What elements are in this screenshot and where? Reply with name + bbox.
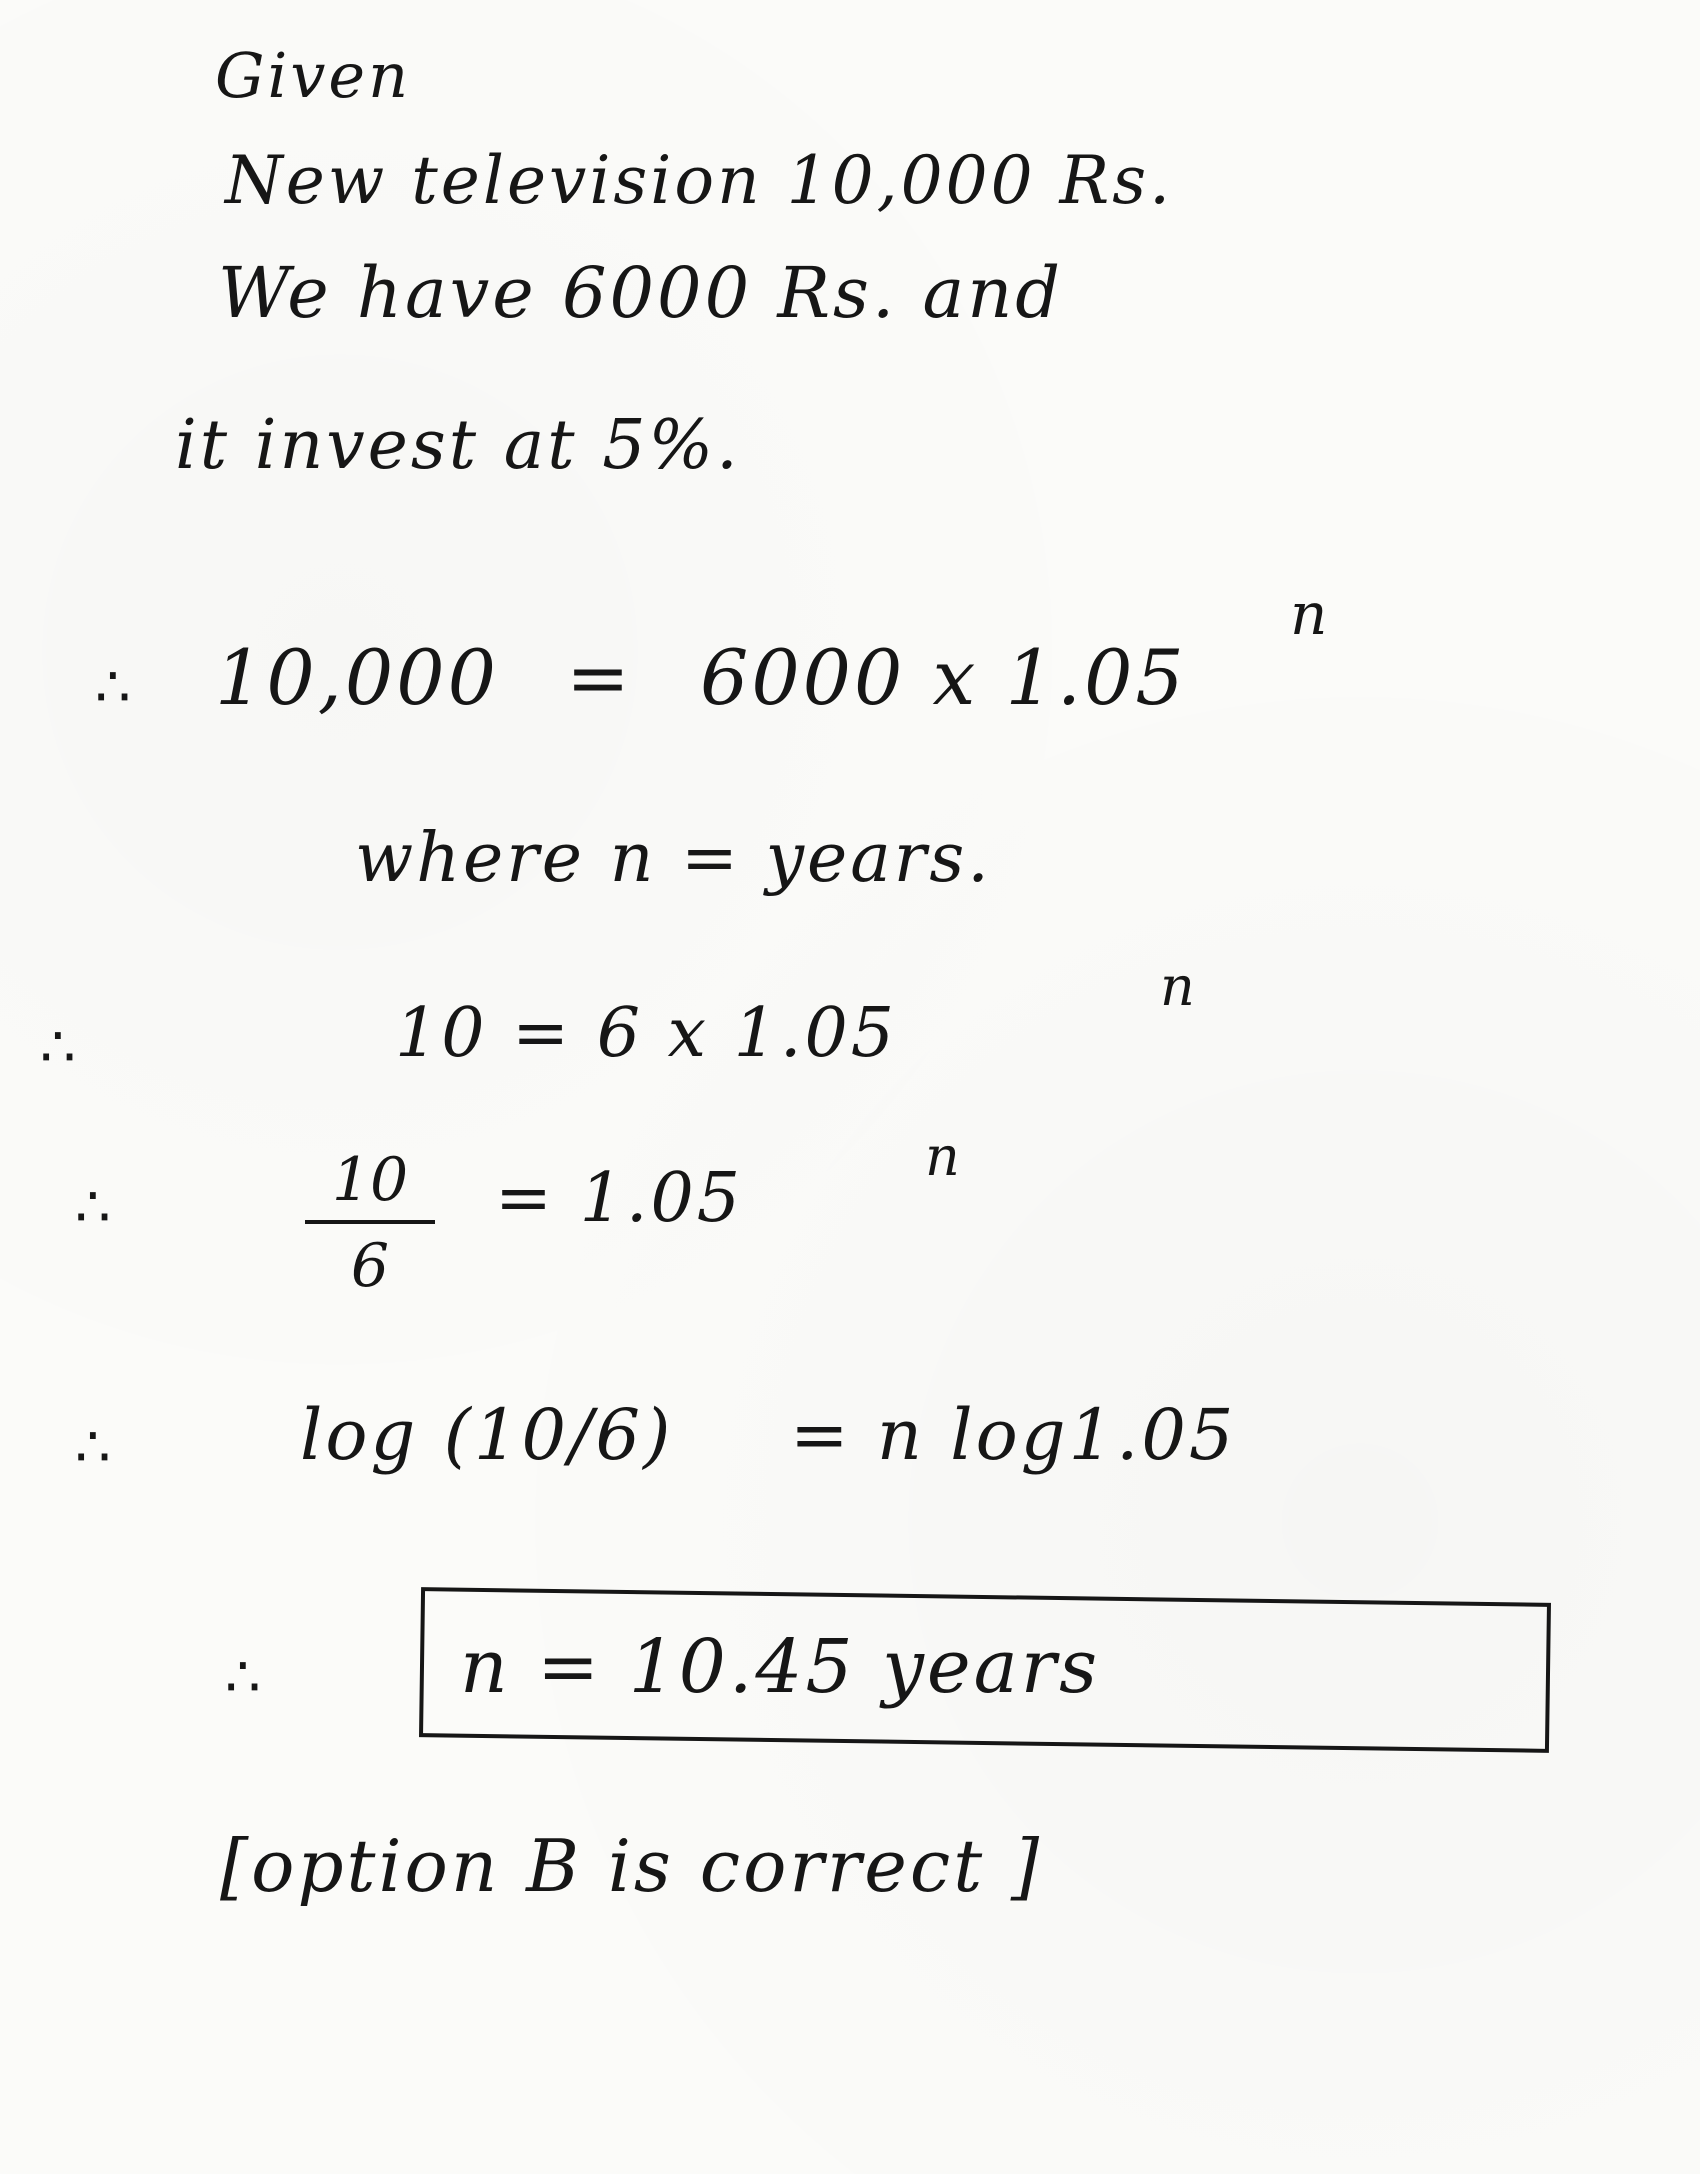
equation-2-exponent: n <box>1160 955 1195 1018</box>
therefore-symbol-4: ∴ <box>75 1415 113 1480</box>
equation-2: 10 = 6 x 1.05 <box>395 994 897 1073</box>
conclusion-text: [option B is correct ] <box>220 1824 1043 1908</box>
statement-line-1: New television 10,000 Rs. <box>225 142 1174 219</box>
therefore-symbol: ∴ <box>95 655 133 720</box>
therefore-symbol-5: ∴ <box>225 1645 263 1710</box>
equation-3-exponent: n <box>925 1125 960 1188</box>
equation-1 <box>215 633 1187 722</box>
given-heading: Given <box>215 39 412 112</box>
equation-1-lhs: 10,000 <box>215 633 499 722</box>
equation-1-equals: = <box>566 633 633 722</box>
statement-line-2: We have 6000 Rs. and <box>218 252 1064 334</box>
fraction-bar <box>305 1220 435 1224</box>
equation-3-rhs: = 1.05 <box>495 1159 743 1238</box>
equation-1-rhs: 6000 x 1.05 <box>699 633 1187 722</box>
log-equation-lhs: log (10/6) <box>300 1394 674 1476</box>
where-definition: where n = years. <box>355 819 992 898</box>
final-answer: n = 10.45 years <box>460 1624 1101 1710</box>
statement-line-3: it invest at 5%. <box>175 406 741 485</box>
therefore-symbol-2: ∴ <box>40 1015 78 1080</box>
log-equation-rhs: = n log1.05 <box>790 1394 1237 1476</box>
therefore-symbol-3: ∴ <box>75 1175 113 1240</box>
equation-1-exponent: n <box>1290 580 1328 648</box>
fraction-numerator: 10 <box>331 1145 409 1215</box>
fraction-ten-sixths <box>305 1145 435 1301</box>
fraction-denominator: 6 <box>350 1231 390 1301</box>
